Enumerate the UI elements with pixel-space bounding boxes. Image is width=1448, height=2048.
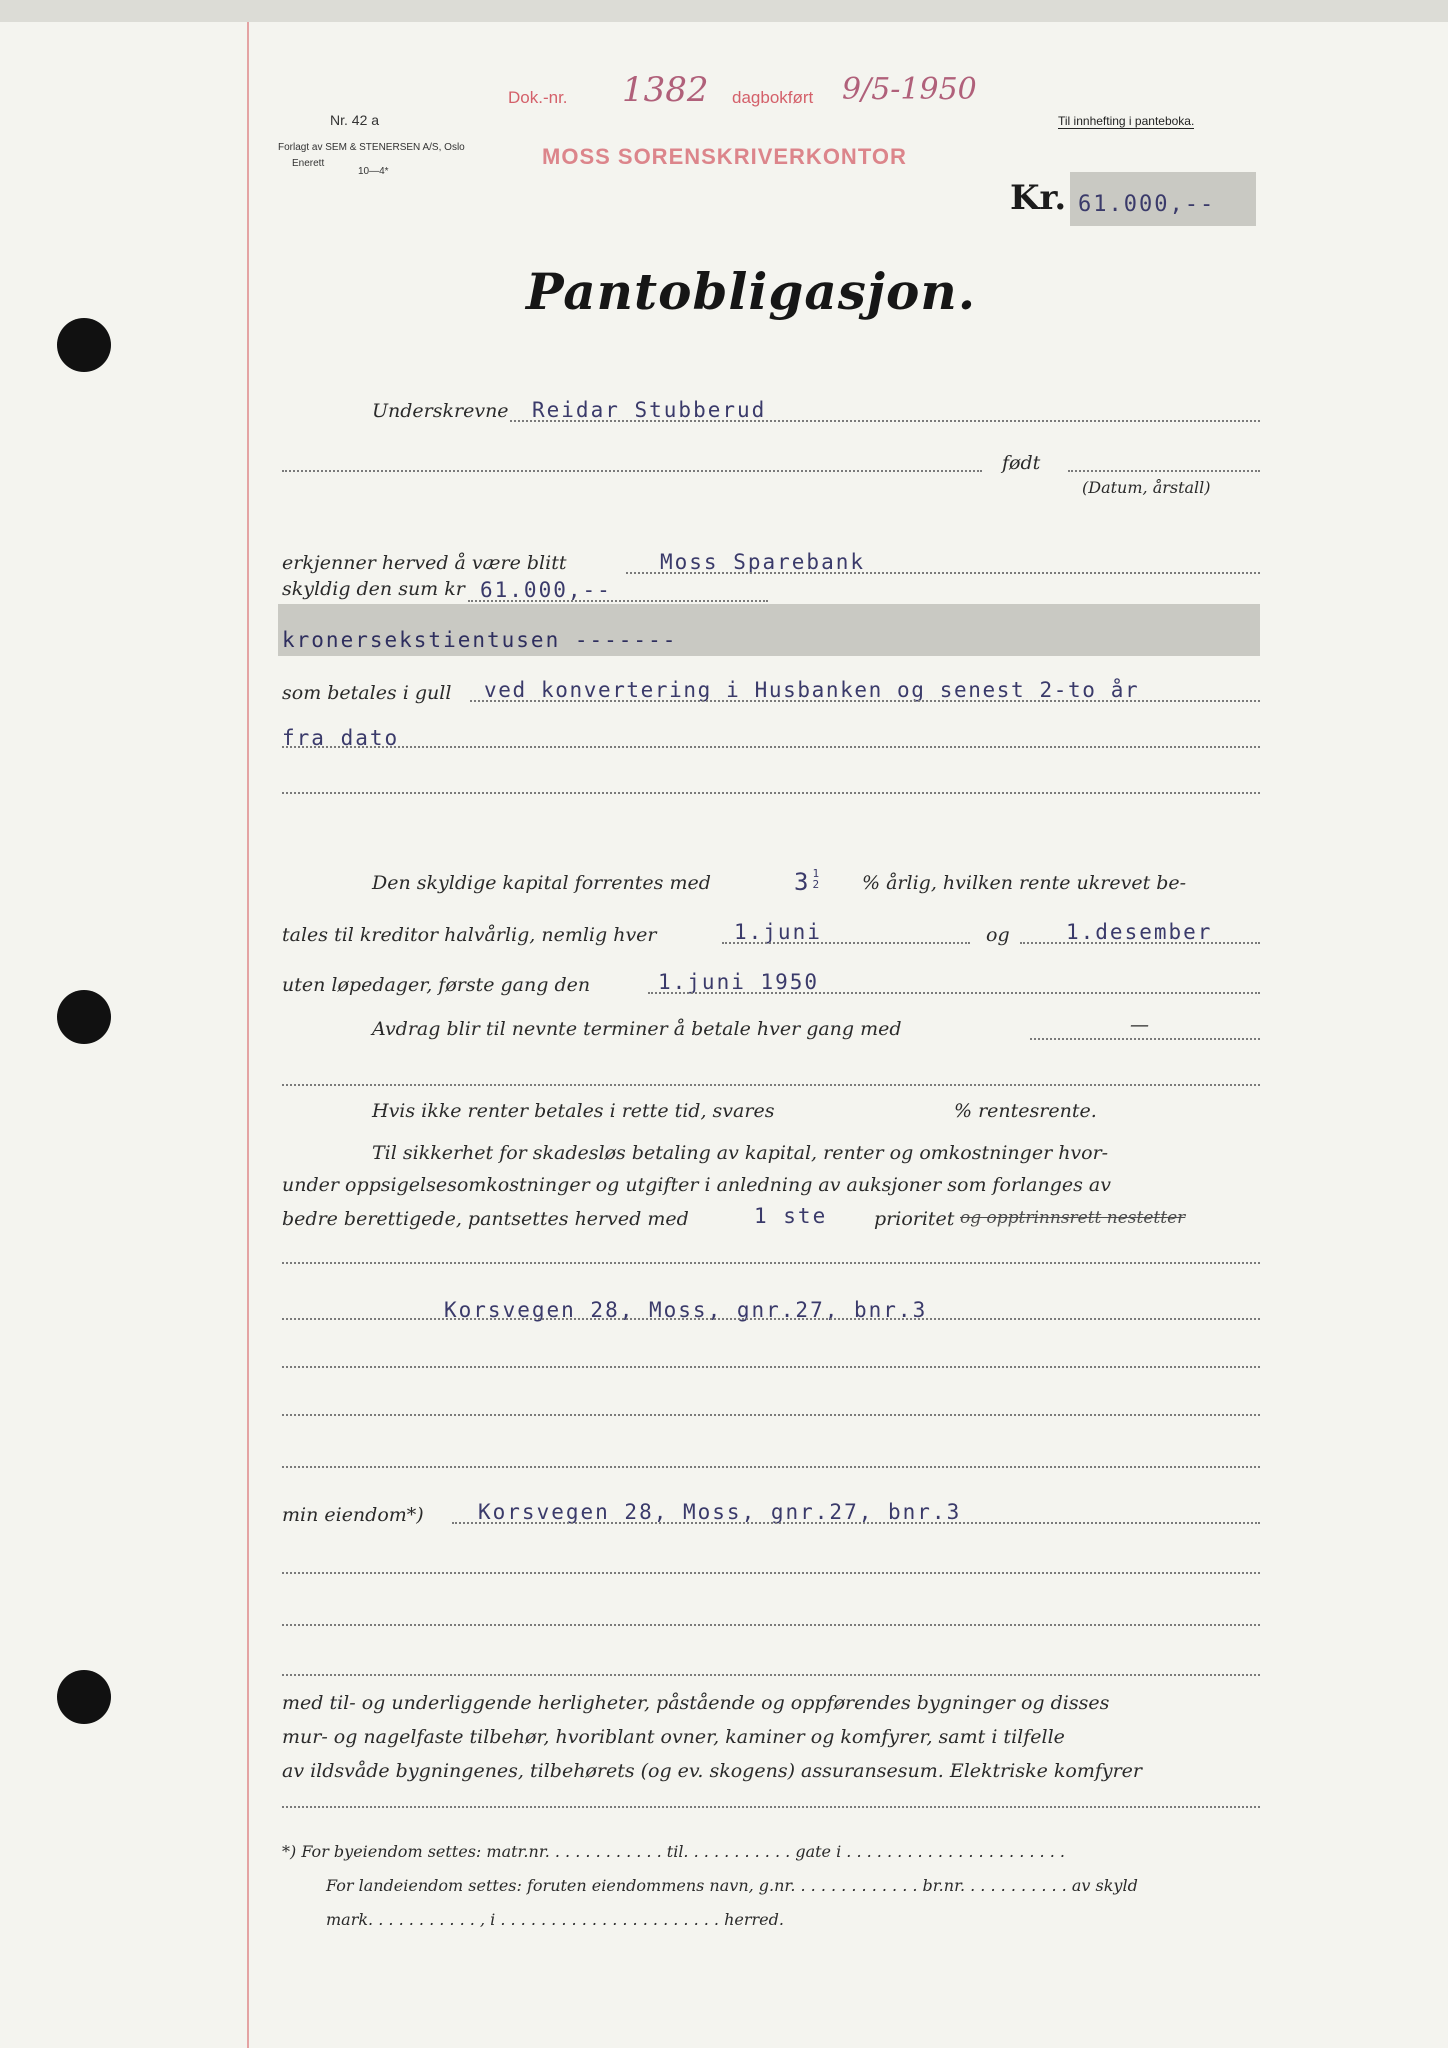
- first-text: uten løpedager, første gang den: [282, 974, 591, 996]
- pay-value-1: ved konvertering i Husbanken og senest 2-to år: [484, 678, 1140, 702]
- late-text-1: Hvis ikke renter betales i rette tid, svares: [372, 1100, 775, 1122]
- first-date: 1.juni 1950: [658, 970, 820, 994]
- interest-rate-numerator: 1: [812, 867, 822, 880]
- undersigned-line: [510, 420, 1260, 422]
- security-1: Til sikkerhet for skadesløs betaling av kapital, renter og omkostninger hvor-: [372, 1142, 1109, 1164]
- punch-hole-middle: [57, 990, 111, 1044]
- stamp-dok-number: 1382: [622, 70, 709, 110]
- margin-rule: [247, 22, 249, 2048]
- stamp-date: 9/5-1950: [842, 72, 977, 107]
- amount-label: Kr.: [1010, 178, 1067, 218]
- stamp-dagbok-label: dagbokført: [732, 88, 814, 107]
- punch-hole-bottom: [57, 1670, 111, 1724]
- installment-line: [1030, 1038, 1260, 1040]
- born-label: født: [1002, 452, 1041, 474]
- pay-label: som betales i gull: [282, 682, 452, 704]
- estate-value: Korsvegen 28, Moss, gnr.27, bnr.3: [478, 1500, 962, 1524]
- blank-line-1: [282, 470, 982, 472]
- creditor-value: Moss Sparebank: [660, 550, 866, 574]
- interest-text-1: Den skyldige kapital forrentes med: [372, 872, 711, 894]
- appurtenances-2: mur- og nagelfaste tilbehør, hvoriblant ovner, kaminer og komfyrer, samt i tilfelle: [282, 1726, 1065, 1748]
- pay-line-1: [470, 700, 1260, 702]
- blank-line-3: [282, 1262, 1260, 1264]
- terms-text: tales til kreditor halvårlig, nemlig hver: [282, 924, 657, 946]
- stamp-dok-label: Dok.-nr.: [508, 88, 568, 107]
- inset-note: Til innhefting i panteboka.: [1058, 114, 1195, 128]
- stamp-office: MOSS SORENSKRIVERKONTOR: [542, 144, 907, 169]
- estate-line: [452, 1522, 1260, 1524]
- blank-line-9: [282, 1674, 1260, 1676]
- undersigned-label: Underskrevne: [372, 400, 509, 422]
- appurtenances-3: av ildsvåde bygningenes, tilbehørets (og ev. skogens) assuransesum. Elektriske komfyrer: [282, 1760, 1143, 1782]
- estate-label: min eiendom*): [282, 1504, 424, 1526]
- blank-line-7: [282, 1572, 1260, 1574]
- blank-line-2: [282, 1084, 1260, 1086]
- term-1-line: [722, 942, 970, 944]
- first-date-line: [648, 992, 1260, 994]
- blank-line-6: [282, 1466, 1260, 1468]
- installment-value: —: [1130, 1014, 1149, 1036]
- creditor-line: [626, 572, 1260, 574]
- amount-value: 61.000,--: [1078, 192, 1216, 217]
- security-3a: bedre berettigede, pantsettes herved med: [282, 1208, 689, 1230]
- interest-rate-whole: 3: [794, 868, 811, 896]
- security-3b: prioritet: [874, 1208, 955, 1230]
- interest-text-2: % årlig, hvilken rente ukrevet be-: [862, 872, 1187, 894]
- punch-hole-top: [57, 318, 111, 372]
- appurtenances-1: med til- og underliggende herligheter, påstående og oppførendes bygninger og disses: [282, 1692, 1110, 1714]
- blank-line-5: [282, 1414, 1260, 1416]
- pay-line-3: [282, 792, 1260, 794]
- priority-value: 1 ste: [754, 1204, 828, 1228]
- pay-line-2: [282, 746, 1260, 748]
- late-text-2: % rentesrente.: [954, 1100, 1097, 1122]
- blank-line-10: [282, 1806, 1260, 1808]
- sum-line: [468, 600, 768, 602]
- footnote-line-2: For landeiendom settes: foruten eiendommens navn, g.nr. . . . . . . . . . . . . br.nr. . . . . . . . . . . av skyld: [326, 1876, 1138, 1895]
- blank-line-4: [282, 1366, 1260, 1368]
- term-og: og: [986, 924, 1010, 946]
- pay-value-2: fra dato: [282, 726, 400, 750]
- scan-edge: [0, 0, 1448, 22]
- footnote-line-1: *) For byeiendom settes: matr.nr. . . . . . . . . . . . til. . . . . . . . . . . gate i . . . . . . . . . . . . . . . . . . . . . .: [282, 1842, 1065, 1861]
- form-number: Nr. 42 a: [330, 112, 380, 128]
- sum-label: skyldig den sum kr: [282, 578, 465, 600]
- property-underline: [282, 1318, 1260, 1320]
- term-2: 1.desember: [1066, 920, 1213, 944]
- security-3-struck: og opptrinnsrett nestetter: [960, 1208, 1186, 1228]
- publisher-code: 10—4*: [358, 166, 389, 177]
- document-title: Pantobligasjon.: [526, 262, 977, 321]
- sum-value: 61.000,--: [480, 578, 612, 602]
- publisher-enerett: Enerett: [292, 158, 325, 169]
- interest-rate-denominator: 2: [812, 878, 822, 891]
- born-hint: (Datum, årstall): [1082, 478, 1211, 497]
- born-line: [1068, 470, 1260, 472]
- publisher-line: Forlagt av SEM & STENERSEN A/S, Oslo: [278, 142, 465, 153]
- term-2-line: [1020, 942, 1260, 944]
- footnote-line-3: mark. . . . . . . . . . . , i . . . . . . . . . . . . . . . . . . . . . . herred.: [326, 1910, 784, 1929]
- undersigned-value: Reidar Stubberud: [532, 398, 767, 422]
- blank-line-8: [282, 1624, 1260, 1626]
- interest-rate: [794, 868, 821, 896]
- installment-text: Avdrag blir til nevnte terminer å betale hver gang med: [372, 1018, 902, 1040]
- interest-rate-fraction: [812, 868, 821, 890]
- property-line: Korsvegen 28, Moss, gnr.27, bnr.3: [444, 1298, 928, 1322]
- term-1: 1.juni: [734, 920, 822, 944]
- creditor-label: erkjenner herved å være blitt: [282, 552, 567, 574]
- security-2: under oppsigelsesomkostninger og utgifter i anledning av auksjoner som forlanges av: [282, 1174, 1111, 1196]
- sum-words: kronersekstientusen -------: [282, 628, 678, 652]
